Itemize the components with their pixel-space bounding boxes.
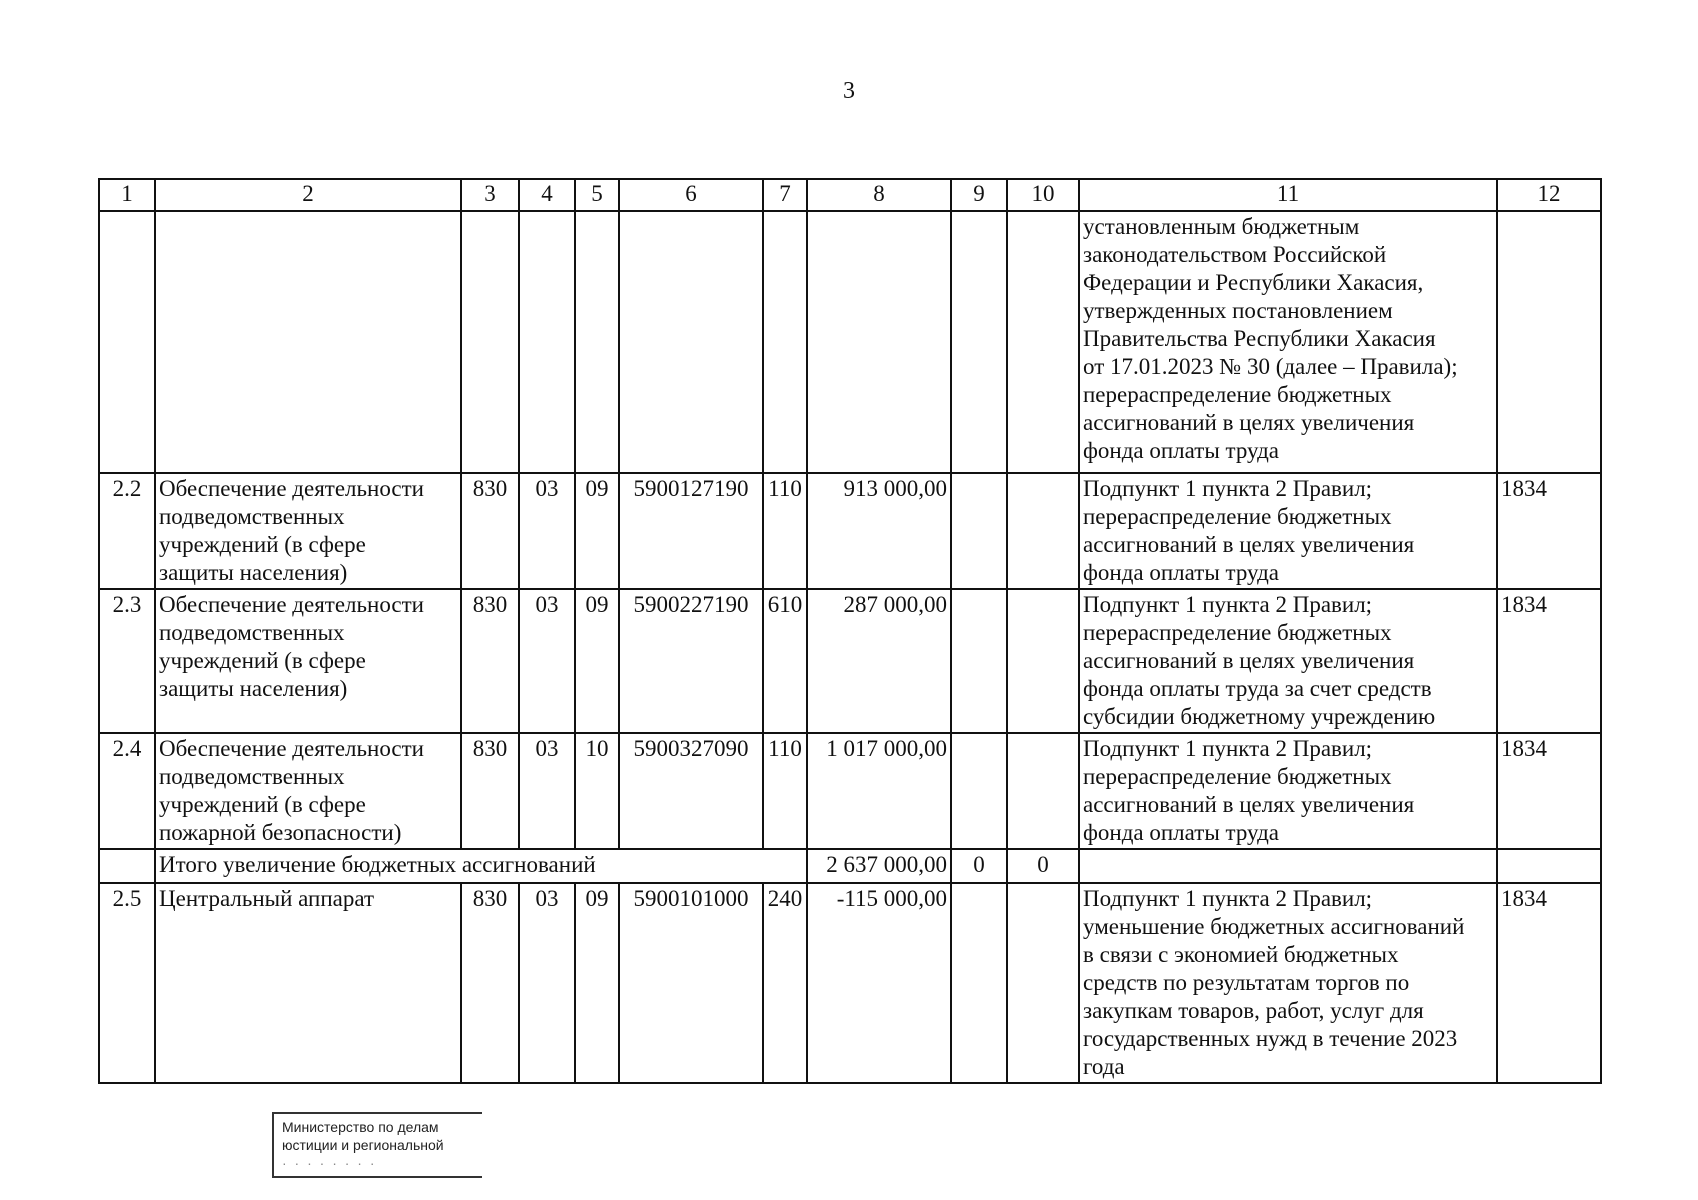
amount-cell: 913 000,00: [807, 473, 951, 589]
amount-cell-3: [1007, 733, 1079, 849]
table-row: [99, 733, 1601, 849]
text-line: в связи с экономией бюджетных: [1083, 942, 1399, 967]
text-line: перераспределение бюджетных: [1083, 620, 1392, 645]
text-line: подведомственных: [159, 764, 345, 789]
text-line: ассигнований в целях увеличения: [1083, 792, 1415, 817]
text-line: фонда оплаты труда: [1083, 820, 1280, 845]
amount-cell-2: [951, 883, 1007, 1083]
total-amount-3: 0: [1007, 849, 1079, 883]
amount-cell-3: [1007, 473, 1079, 589]
row-number: 2.4: [99, 733, 155, 849]
row-number: 2.2: [99, 473, 155, 589]
ministry-code: 830: [461, 589, 519, 733]
justification-cell: [1079, 211, 1497, 473]
amount-cell: 1 017 000,00: [807, 733, 951, 849]
item-name-cell: [155, 733, 461, 849]
text-line: уменьшение бюджетных ассигнований: [1083, 914, 1465, 939]
code-cell: 1834: [1497, 589, 1601, 733]
expense-type-code: 110: [763, 473, 807, 589]
target-article-code: 5900227190: [619, 589, 763, 733]
text-line: государственных нужд в течение 2023: [1083, 1026, 1458, 1051]
amount-cell-2: [951, 733, 1007, 849]
text-line: фонда оплаты труда за счет средств: [1083, 676, 1432, 701]
text-line: Подпункт 1 пункта 2 Правил;: [1083, 592, 1373, 617]
expense-type-code: 240: [763, 883, 807, 1083]
text-line: перераспределение бюджетных: [1083, 382, 1392, 407]
justification-cell: [1079, 883, 1497, 1083]
total-label: Итого увеличение бюджетных ассигнований: [155, 849, 807, 883]
text-line: учреждений (в сфере: [159, 532, 366, 557]
item-name-cell: [155, 589, 461, 733]
subsection-code: 09: [575, 883, 619, 1083]
text-line: учреждений (в сфере: [159, 792, 366, 817]
expense-type-code: 610: [763, 589, 807, 733]
text-line: субсидии бюджетному учреждению: [1083, 704, 1436, 729]
text-line: защиты населения): [159, 560, 348, 585]
subsection-code: 09: [575, 589, 619, 733]
header-cell: 4: [519, 179, 575, 211]
text-line: Обеспечение деятельности: [159, 476, 424, 501]
header-cell: 2: [155, 179, 461, 211]
amount-cell-2: [951, 589, 1007, 733]
text-line: закупкам товаров, работ, услуг для: [1083, 998, 1424, 1023]
text-line: Правительства Республики Хакасия: [1083, 326, 1436, 351]
amount-cell-3: [1007, 883, 1079, 1083]
row-number: 2.5: [99, 883, 155, 1083]
table-row-continuation: [99, 211, 1601, 473]
target-article-code: 5900101000: [619, 883, 763, 1083]
text-line: ассигнований в целях увеличения: [1083, 648, 1415, 673]
text-line: фонда оплаты труда: [1083, 560, 1280, 585]
total-row: [99, 849, 1601, 883]
text-line: перераспределение бюджетных: [1083, 504, 1392, 529]
header-cell: 5: [575, 179, 619, 211]
item-name-cell: [155, 473, 461, 589]
row-number: 2.3: [99, 589, 155, 733]
subsection-code: 09: [575, 473, 619, 589]
total-amount-2: 0: [951, 849, 1007, 883]
target-article-code: 5900327090: [619, 733, 763, 849]
header-cell: 12: [1497, 179, 1601, 211]
text-line: Центральный аппарат: [159, 886, 375, 911]
text-line: Подпункт 1 пункта 2 Правил;: [1083, 736, 1373, 761]
text-line: от 17.01.2023 № 30 (далее – Правила);: [1083, 354, 1458, 379]
justification-cell: [1079, 473, 1497, 589]
text-line: средств по результатам торгов по: [1083, 970, 1410, 995]
ministry-code: 830: [461, 473, 519, 589]
total-amount: 2 637 000,00: [807, 849, 951, 883]
amount-cell: -115 000,00: [807, 883, 951, 1083]
justification-cell: [1079, 733, 1497, 849]
code-cell: 1834: [1497, 473, 1601, 589]
section-code: 03: [519, 473, 575, 589]
text-line: Подпункт 1 пункта 2 Правил;: [1083, 886, 1373, 911]
text-line: Федерации и Республики Хакасия,: [1083, 270, 1424, 295]
text-line: подведомственных: [159, 504, 345, 529]
text-line: защиты населения): [159, 676, 348, 701]
ministry-code: 830: [461, 883, 519, 1083]
table-row: [99, 589, 1601, 733]
text-line: законодательством Российской: [1083, 242, 1387, 267]
text-line: ассигнований в целях увеличения: [1083, 532, 1415, 557]
text-line: Обеспечение деятельности: [159, 592, 424, 617]
header-cell: 11: [1079, 179, 1497, 211]
table-row: [99, 883, 1601, 1083]
amount-cell: 287 000,00: [807, 589, 951, 733]
registration-stamp: [272, 1112, 482, 1178]
code-cell: 1834: [1497, 733, 1601, 849]
header-cell: 6: [619, 179, 763, 211]
section-code: 03: [519, 733, 575, 849]
amount-cell-3: [1007, 589, 1079, 733]
header-cell: 9: [951, 179, 1007, 211]
text-line: ассигнований в целях увеличения: [1083, 410, 1415, 435]
header-cell: 7: [763, 179, 807, 211]
justification-cell: [1079, 589, 1497, 733]
header-cell: 8: [807, 179, 951, 211]
text-line: года: [1083, 1054, 1125, 1079]
header-cell: 1: [99, 179, 155, 211]
text-line: подведомственных: [159, 620, 345, 645]
text-line: фонда оплаты труда: [1083, 438, 1280, 463]
page-number: 3: [843, 78, 855, 104]
appropriations-table: [98, 178, 1602, 1084]
stamp-line: · · · · · · · ·: [282, 1155, 377, 1171]
stamp-line: Министерство по делам: [282, 1119, 439, 1135]
text-line: учреждений (в сфере: [159, 648, 366, 673]
subsection-code: 10: [575, 733, 619, 849]
target-article-code: 5900127190: [619, 473, 763, 589]
code-cell: 1834: [1497, 883, 1601, 1083]
header-row: [99, 179, 1601, 211]
text-line: перераспределение бюджетных: [1083, 764, 1392, 789]
text-line: Обеспечение деятельности: [159, 736, 424, 761]
item-name-cell: [155, 883, 461, 1083]
text-line: Подпункт 1 пункта 2 Правил;: [1083, 476, 1373, 501]
header-cell: 3: [461, 179, 519, 211]
text-line: установленным бюджетным: [1083, 214, 1360, 239]
ministry-code: 830: [461, 733, 519, 849]
table-row: [99, 473, 1601, 589]
section-code: 03: [519, 589, 575, 733]
stamp-line: юстиции и региональной: [282, 1137, 444, 1153]
section-code: 03: [519, 883, 575, 1083]
header-cell: 10: [1007, 179, 1079, 211]
expense-type-code: 110: [763, 733, 807, 849]
amount-cell-2: [951, 473, 1007, 589]
text-line: пожарной безопасности): [159, 820, 402, 845]
text-line: утвержденных постановлением: [1083, 298, 1393, 323]
